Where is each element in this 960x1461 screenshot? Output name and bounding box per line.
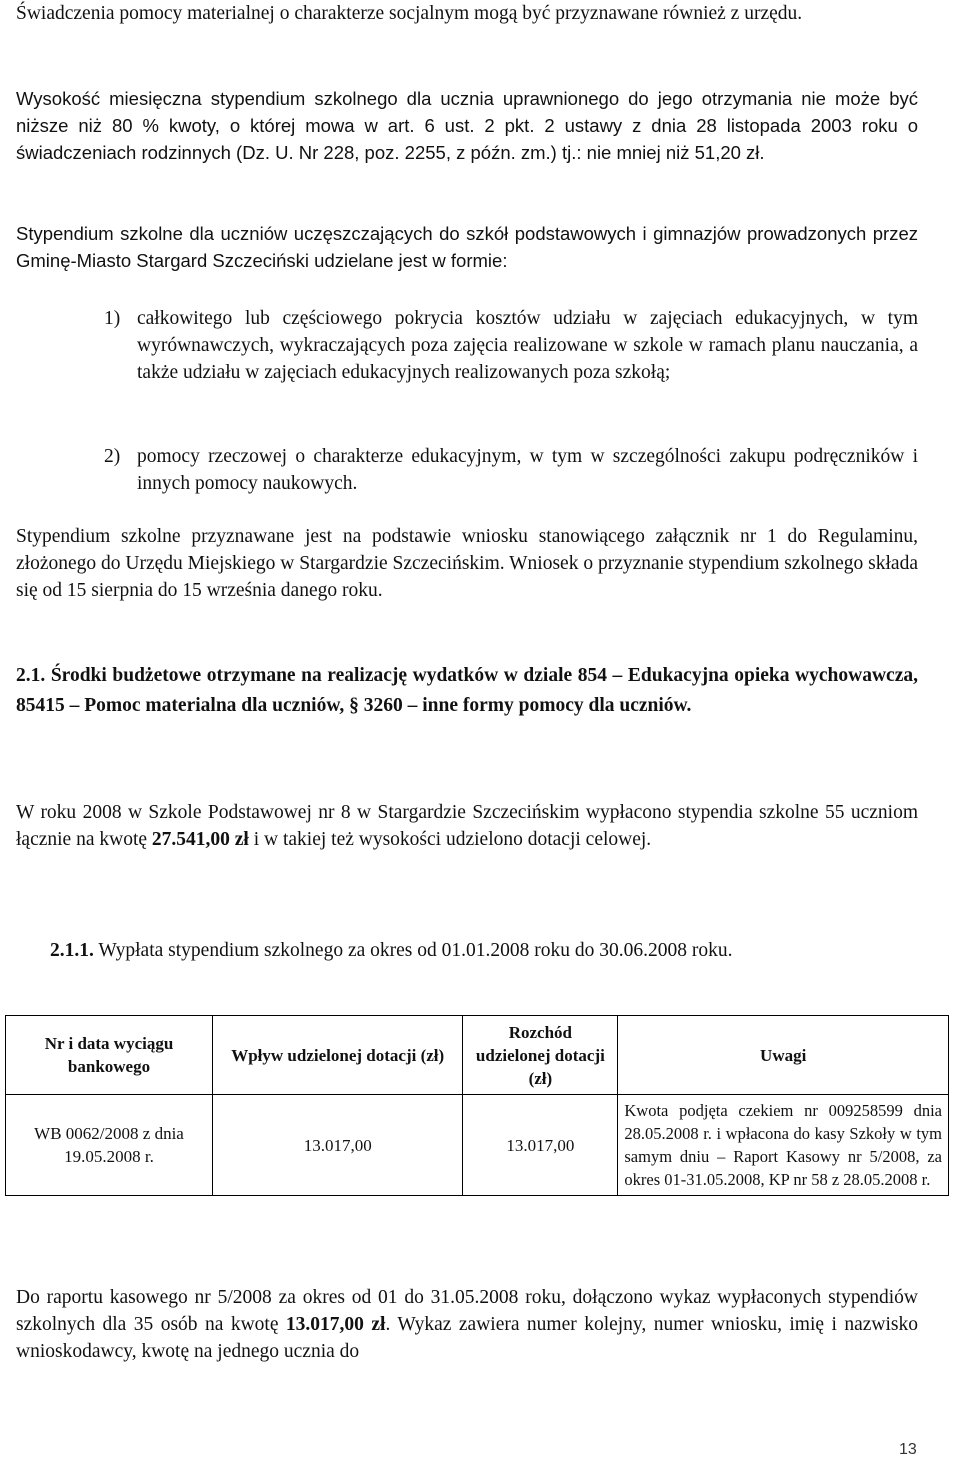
report-amount: 13.017,00 zł xyxy=(285,1314,386,1335)
header-cell: Nr i data wyciągu bankowego xyxy=(6,1016,213,1095)
cell-remarks: Kwota podjęta czekiem nr 009258599 dnia 28.05.2008 r. i wpłacona do kasy Szkoły w tym samym dniu – Raport Kasowy nr 5/2008, za okres 01-31.05.2008, KP nr 58 z 28.05.2008 r. xyxy=(618,1095,949,1196)
section-heading-2-1: 2.1. Środki budżetowe otrzymane na realizację wydatków w dziale 854 – Edukacyjna opieka wychowawcza, 85415 – Pomoc materialna dla uczniów, § 3260 – inne formy pomocy dla uczniów. xyxy=(16,665,918,716)
list-item-1 xyxy=(104,305,918,386)
list-item-number: 2) xyxy=(104,446,121,467)
text-segment: . Wykaz zawiera numer kolejny, numer wniosku, imię i nazwisko wnioskodawcy, kwotę na jednego ucznia do xyxy=(16,1314,918,1362)
list-item-text: całkowitego lub częściowego pokrycia kosztów udziału w zajęciach edukacyjnych, w tym wyrównawczych, wykraczających poza zajęcia realizowane w szkole w ramach planu nauczania, a także udziału w zajęciach edukacyjnych realizowanych poza szkołą; xyxy=(137,308,918,383)
table-header-row xyxy=(6,1016,949,1095)
text-segment: W roku 2008 w Szkole Podstawowej nr 8 w Stargardzie Szczecińskim wypłacono stypendia szkolne 55 uczniom łącznie na kwotę xyxy=(16,802,918,850)
list-item-text: pomocy rzeczowej o charakterze edukacyjnym, w tym w szczególności zakupu podręczników i innych pomocy naukowych. xyxy=(137,446,918,494)
list-item-2 xyxy=(104,443,918,497)
total-amount: 27.541,00 zł xyxy=(151,829,249,850)
paragraph-2008-payments xyxy=(16,799,918,853)
paragraph-social-aid: Świadczenia pomocy materialnej o charakterze socjalnym mogą być przyznawane również z urzędu. xyxy=(16,3,803,24)
section-number: 2.1.1. xyxy=(50,940,94,961)
paragraph-cash-report xyxy=(16,1284,918,1365)
cell-outflow: 13.017,00 xyxy=(463,1095,618,1196)
header-cell: Rozchód udzielonej dotacji (zł) xyxy=(463,1016,618,1095)
header-cell: Uwagi xyxy=(618,1016,949,1095)
paragraph-application: Stypendium szkolne przyznawane jest na podstawie wniosku stanowiącego załącznik nr 1 do Regulaminu, złożonego do Urzędu Miejskiego w Stargardzie Szczecińskim. Wniosek o przyznanie stypendium szkolnego składa się od 15 sierpnia do 15 września danego roku. xyxy=(16,526,918,601)
paragraph-scholarship-amount: Wysokość miesięczna stypendium szkolnego dla ucznia uprawnionego do jego otrzymania nie może być niższe niż 80 % kwoty, o której mowa w art. 6 ust. 2 pkt. 2 ustawy z dnia 28 listopada 2003 roku o świadczeniach rodzinnych (Dz. U. Nr 228, poz. 2255, z późn. zm.) tj.: nie mniej niż 51,20 zł. xyxy=(16,88,918,163)
page-number: 13 xyxy=(899,1441,917,1458)
list-item-number: 1) xyxy=(104,308,121,329)
section-title: Wypłata stypendium szkolnego za okres od 01.01.2008 roku do 30.06.2008 roku. xyxy=(93,940,733,961)
table-row xyxy=(6,1095,949,1196)
text-segment: i w takiej też wysokości udzielono dotacji celowej. xyxy=(248,829,652,850)
header-cell: Wpływ udzielonej dotacji (zł) xyxy=(213,1016,463,1095)
payments-table xyxy=(5,1015,949,1196)
cell-inflow: 13.017,00 xyxy=(213,1095,463,1196)
paragraph-scholarship-forms: Stypendium szkolne dla uczniów uczęszczających do szkół podstawowych i gimnazjów prowadzonych przez Gminę-Miasto Stargard Szczeciński udzielane jest w formie: xyxy=(16,223,918,271)
cell-statement: WB 0062/2008 z dnia 19.05.2008 r. xyxy=(6,1095,213,1196)
text-segment: Do raportu kasowego nr 5/2008 za okres od 01 do 31.05.2008 roku, dołączono wykaz wypłaconych stypendiów szkolnych dla 35 osób na kwotę xyxy=(16,1287,918,1335)
section-heading-2-1-1 xyxy=(50,937,918,964)
